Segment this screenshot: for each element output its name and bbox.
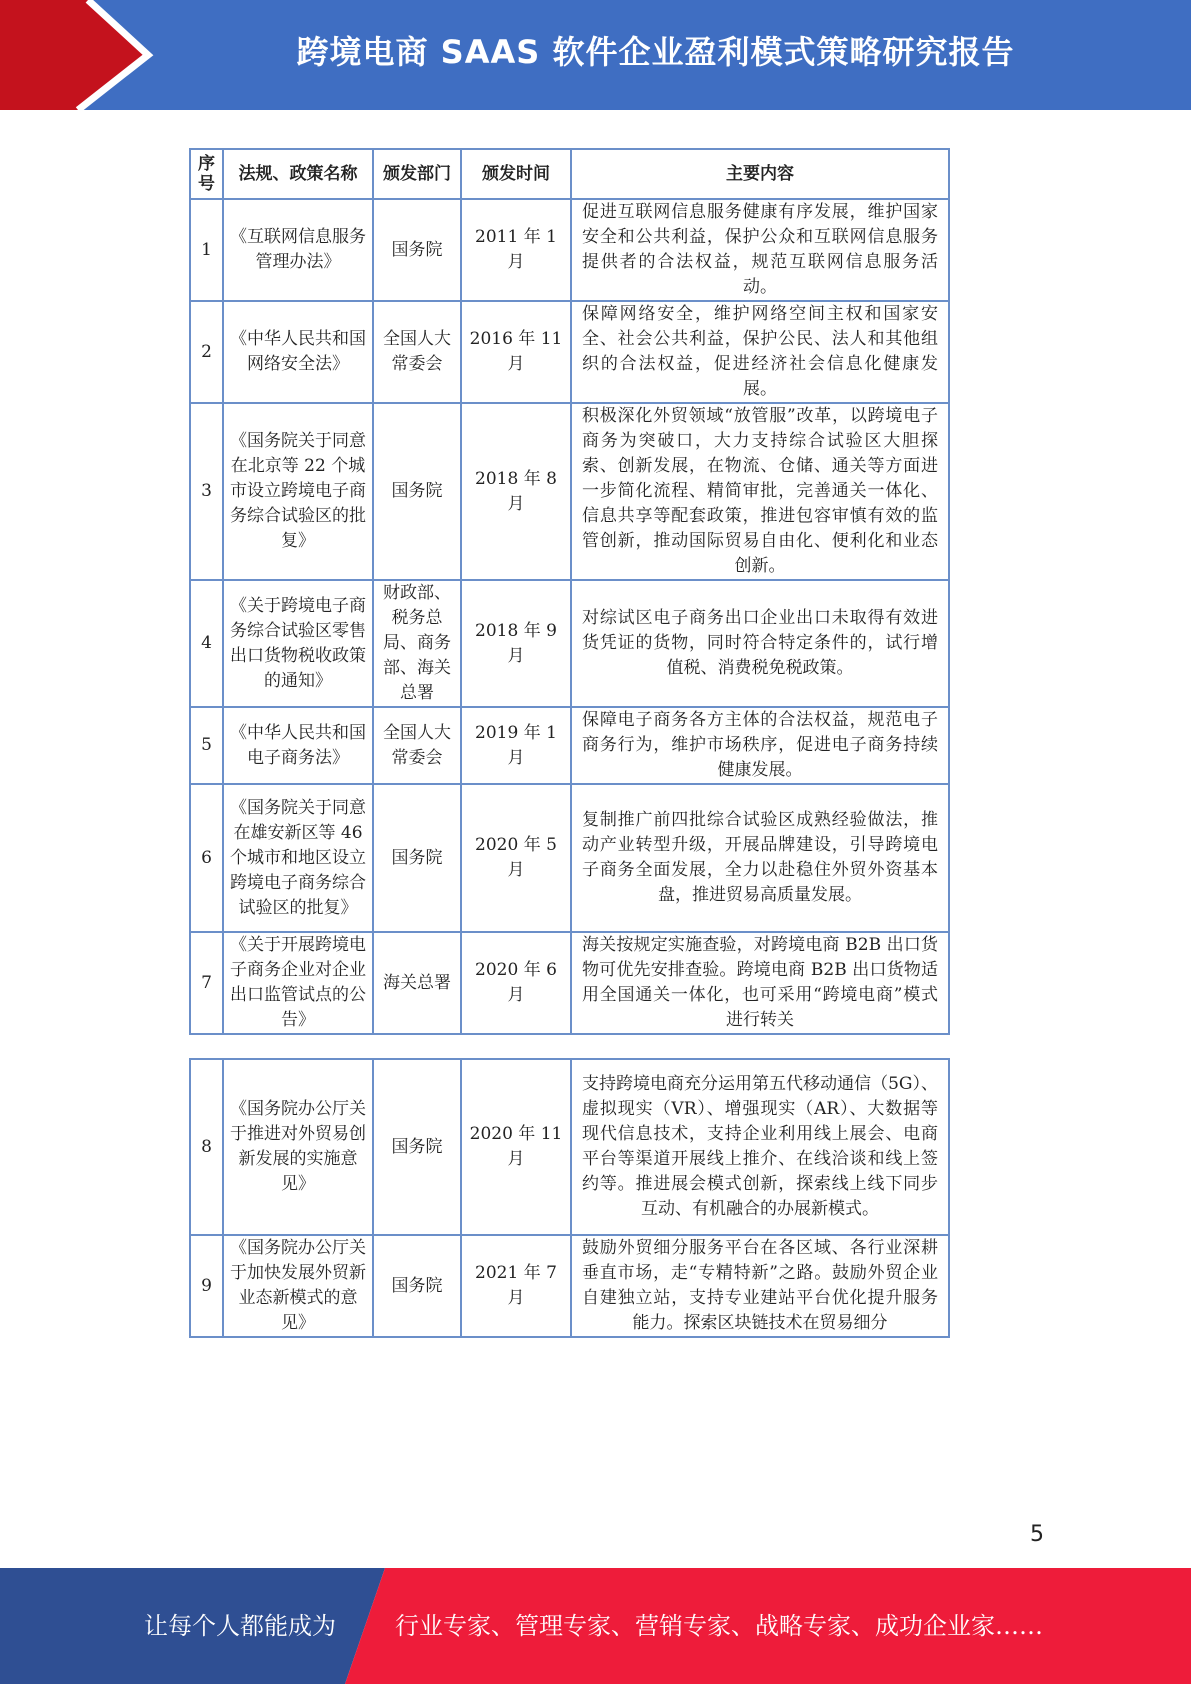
table-row [190,403,949,580]
header-dept: 颁发部门 [373,149,461,199]
table-row [190,784,949,932]
row-dept: 国务院 [373,1059,461,1235]
row-content: 对综试区电子商务出口企业出口未取得有效进货凭证的货物，同时符合特定条件的，试行增值税、消费税免税政策。 [571,580,949,707]
row-date: 2020 年 5 月 [461,784,571,932]
row-dept: 全国人大常委会 [373,301,461,403]
row-name: 《国务院办公厅关于加快发展外贸新业态新模式的意见》 [223,1235,373,1337]
row-date: 2016 年 11 月 [461,301,571,403]
row-dept: 海关总署 [373,932,461,1034]
footer-slogan-right: 行业专家、管理专家、营销专家、战略专家、成功企业家…… [395,1612,1043,1640]
row-no: 2 [190,301,223,403]
page-number: 5 [1030,1522,1044,1547]
header-name: 法规、政策名称 [223,149,373,199]
header-content: 主要内容 [571,149,949,199]
table-row [190,580,949,707]
row-name: 《互联网信息服务管理办法》 [223,199,373,301]
page-footer [0,1568,1191,1684]
row-date: 2018 年 9 月 [461,580,571,707]
page-header [0,0,1191,110]
row-name: 《中华人民共和国电子商务法》 [223,707,373,784]
row-content: 海关按规定实施查验，对跨境电商 B2B 出口货物可优先安排查验。跨境电商 B2B 出口货物适用全国通关一体化，也可采用“跨境电商”模式进行转关 [571,932,949,1034]
row-name: 《国务院关于同意在雄安新区等 46 个城市和地区设立跨境电子商务综合试验区的批复》 [223,784,373,932]
table-row [190,707,949,784]
row-name: 《国务院关于同意在北京等 22 个城市设立跨境电子商务综合试验区的批复》 [223,403,373,580]
header-red-chevron [0,0,160,110]
table-row [190,1235,949,1337]
table-row [190,301,949,403]
row-no: 4 [190,580,223,707]
row-name: 《关于跨境电子商务综合试验区零售出口货物税收政策的通知》 [223,580,373,707]
row-dept: 国务院 [373,784,461,932]
row-dept: 国务院 [373,199,461,301]
table-row [190,1059,949,1235]
row-dept: 国务院 [373,403,461,580]
row-no: 9 [190,1235,223,1337]
row-content: 保障电子商务各方主体的合法权益，规范电子商务行为，维护市场秩序，促进电子商务持续健康发展。 [571,707,949,784]
policy-table-part-2 [189,1058,950,1338]
row-dept: 国务院 [373,1235,461,1337]
row-name: 《关于开展跨境电子商务企业对企业出口监管试点的公告》 [223,932,373,1034]
report-title: 跨境电商 SAAS 软件企业盈利模式策略研究报告 [296,33,1015,71]
row-content: 积极深化外贸领域“放管服”改革，以跨境电子商务为突破口，大力支持综合试验区大胆探索、创新发展，在物流、仓储、通关等方面进一步简化流程、精简审批，完善通关一体化、信息共享等配套政策，推进包容审慎有效的监管创新，推动国际贸易自由化、便利化和业态创新。 [571,403,949,580]
row-no: 8 [190,1059,223,1235]
row-no: 1 [190,199,223,301]
row-date: 2020 年 6 月 [461,932,571,1034]
table-header-row [190,149,949,199]
row-date: 2020 年 11 月 [461,1059,571,1235]
header-no: 序号 [190,149,223,199]
row-name: 《中华人民共和国网络安全法》 [223,301,373,403]
row-content: 支持跨境电商充分运用第五代移动通信（5G）、虚拟现实（VR）、增强现实（AR）、大数据等现代信息技术，支持企业利用线上展会、电商平台等渠道开展线上推介、在线洽谈和线上签约等。推进展会模式创新，探索线上线下同步互动、有机融合的办展新模式。 [571,1059,949,1235]
row-date: 2021 年 7 月 [461,1235,571,1337]
row-date: 2018 年 8 月 [461,403,571,580]
row-content: 保障网络安全，维护网络空间主权和国家安全、社会公共利益，保护公民、法人和其他组织的合法权益，促进经济社会信息化健康发展。 [571,301,949,403]
row-content: 促进互联网信息服务健康有序发展，维护国家安全和公共利益，保护公众和互联网信息服务提供者的合法权益，规范互联网信息服务活动。 [571,199,949,301]
row-content: 鼓励外贸细分服务平台在各区域、各行业深耕垂直市场，走“专精特新”之路。鼓励外贸企业自建独立站，支持专业建站平台优化提升服务能力。探索区块链技术在贸易细分 [571,1235,949,1337]
policy-table-part-1 [189,148,950,1035]
row-no: 6 [190,784,223,932]
row-date: 2019 年 1 月 [461,707,571,784]
table-row [190,199,949,301]
row-no: 5 [190,707,223,784]
header-date: 颁发时间 [461,149,571,199]
row-dept: 全国人大常委会 [373,707,461,784]
row-dept: 财政部、税务总局、商务部、海关总署 [373,580,461,707]
row-no: 3 [190,403,223,580]
table-row [190,932,949,1034]
footer-slogan-left: 让每个人都能成为 [144,1612,336,1640]
row-name: 《国务院办公厅关于推进对外贸易创新发展的实施意见》 [223,1059,373,1235]
row-date: 2011 年 1 月 [461,199,571,301]
row-no: 7 [190,932,223,1034]
row-content: 复制推广前四批综合试验区成熟经验做法，推动产业转型升级，开展品牌建设，引导跨境电子商务全面发展，全力以赴稳住外贸外资基本盘，推进贸易高质量发展。 [571,784,949,932]
